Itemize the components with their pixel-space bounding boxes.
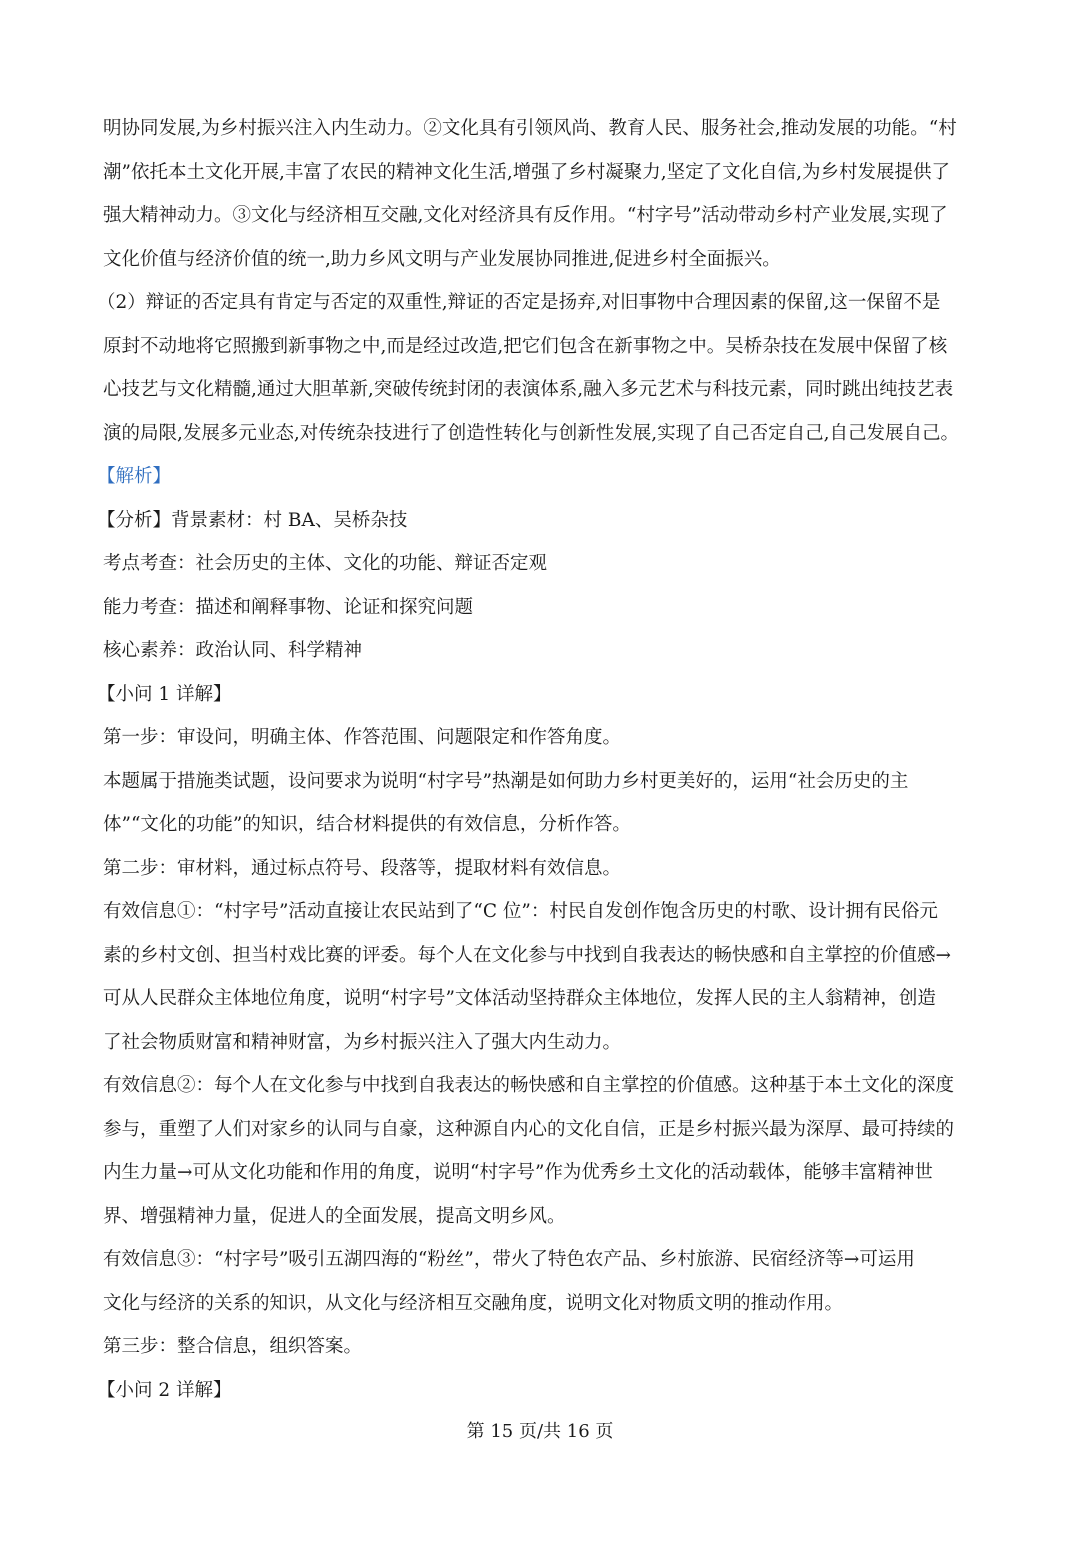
text-line: 内生力量→可从文化功能和作用的角度，说明“村字号”作为优秀乡土文化的活动载体，能够丰富精神世 [103, 1162, 933, 1183]
text-line: 【分析】背景素材：村 BA、吴桥杂技 [97, 509, 408, 531]
text-line: 文化价值与经济价值的统一,助力乡风文明与产业发展协同推进,促进乡村全面振兴。 [103, 248, 781, 270]
text-line: 有效信息①：“村字号”活动直接让农民站到了“C 位”：村民自发创作饱含历史的村歌、设计拥有民俗元 [103, 901, 938, 922]
text-line: 文化与经济的关系的知识，从文化与经济相互交融角度，说明文化对物质文明的推动作用。 [103, 1292, 844, 1314]
text-line: 核心素养：政治认同、科学精神 [103, 640, 363, 661]
text-line: 第一步：审设问，明确主体、作答范围、问题限定和作答角度。 [103, 727, 622, 748]
text-line: 素的乡村文创、担当村戏比赛的评委。每个人在文化参与中找到自我表达的畅快感和自主掌控的价值感→ [103, 944, 952, 966]
text-line: 了社会物质财富和精神财富，为乡村振兴注入了强大内生动力。 [103, 1031, 622, 1053]
text-line: 原封不动地将它照搬到新事物之中,而是经过改造,把它们包含在新事物之中。吴桥杂技在发展中保留了核 [103, 335, 948, 357]
text-line: 演的局限,发展多元业态,对传统杂技进行了创造性转化与创新性发展,实现了自己否定自己,自己发展自己。 [103, 422, 960, 444]
section-heading-q1: 【小问 1 详解】 [97, 683, 232, 705]
page-content [97, 107, 1008, 1412]
section-heading-q2: 【小问 2 详解】 [97, 1379, 232, 1401]
text-line: 第二步：审材料，通过标点符号、段落等，提取材料有效信息。 [103, 857, 622, 879]
text-line: 考点考查：社会历史的主体、文化的功能、辩证否定观 [103, 553, 548, 574]
section-heading-analysis: 【解析】 [97, 466, 172, 487]
text-line: 明协同发展,为乡村振兴注入内生动力。②文化具有引领风尚、教育人民、服务社会,推动发展的功能。“村 [103, 118, 957, 139]
text-line: 能力考查：描述和阐释事物、论证和探究问题 [103, 596, 474, 618]
text-line: 有效信息③：“村字号”吸引五湖四海的“粉丝”，带火了特色农产品、乡村旅游、民宿经济等→可运用 [103, 1249, 915, 1270]
text-line: （2）辩证的否定具有肯定与否定的双重性,辩证的否定是扬弃,对旧事物中合理因素的保留,这一保留不是 [97, 292, 941, 313]
text-line: 第三步：整合信息，组织答案。 [103, 1336, 363, 1357]
page-number: 第 15 页/共 16 页 [466, 1421, 614, 1442]
text-line: 本题属于措施类试题，设问要求为说明“村字号”热潮是如何助力乡村更美好的，运用“社会历史的主 [103, 770, 909, 792]
text-line: 强大精神动力。③文化与经济相互交融,文化对经济具有反作用。“村字号”活动带动乡村产业发展,实现了 [103, 205, 948, 226]
text-line: 有效信息②：每个人在文化参与中找到自我表达的畅快感和自主掌控的价值感。这种基于本土文化的深度 [103, 1075, 955, 1096]
text-line: 心技艺与文化精髓,通过大胆革新,突破传统封闭的表演体系,融入多元艺术与科技元素，同时跳出纯技艺表 [103, 379, 954, 400]
text-line: 可从人民群众主体地位角度，说明“村字号”文体活动坚持群众主体地位，发挥人民的主人翁精神，创造 [103, 988, 936, 1009]
text-line: 界、增强精神力量，促进人的全面发展，提高文明乡风。 [103, 1205, 566, 1227]
text-line: 潮”依托本土文化开展,丰富了农民的精神文化生活,增强了乡村凝聚力,坚定了文化自信,为乡村发展提供了 [103, 161, 950, 183]
text-line: 体”“文化的功能”的知识，结合材料提供的有效信息，分析作答。 [103, 814, 631, 835]
text-line: 参与，重塑了人们对家乡的认同与自豪，这种源自内心的文化自信，正是乡村振兴最为深厚、最可持续的 [103, 1118, 955, 1140]
